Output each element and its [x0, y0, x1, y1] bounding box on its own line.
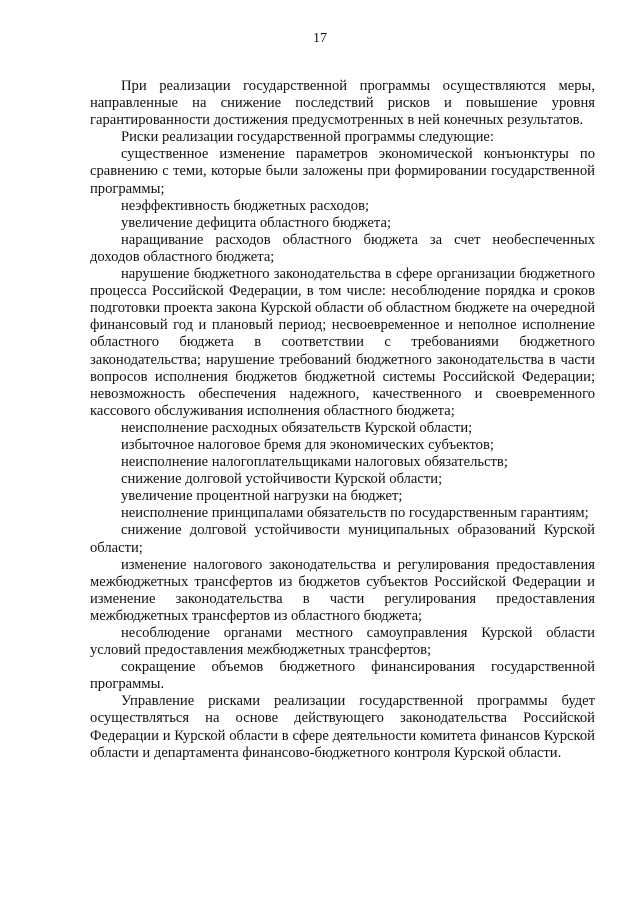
- risk-item: сокращение объемов бюджетного финансирования государственной программы.: [90, 659, 595, 693]
- paragraph-risk-management: Управление рисками реализации государственной программы будет осуществляться на основе действующего законодательства Российской Федерации и Курской области в сфере деятельности комитета финансов Курской области и департамента финансово-бюджетного контроля Курской области.: [90, 693, 595, 761]
- risk-item: несоблюдение органами местного самоуправления Курской области условий предоставления межбюджетных трансфертов;: [90, 625, 595, 659]
- risk-item: изменение налогового законодательства и регулирования предоставления межбюджетных трансфертов из бюджетов субъектов Российской Федерации и изменение законодательства в части регулирования предоставления межбюджетных трансфертов из областного бюджета;: [90, 556, 595, 624]
- risk-item: снижение долговой устойчивости Курской области;: [121, 471, 443, 488]
- risk-item: снижение долговой устойчивости муниципальных образований Курской области;: [90, 522, 595, 556]
- risk-item: увеличение процентной нагрузки на бюджет;: [121, 488, 403, 505]
- risk-item: неисполнение расходных обязательств Курской области;: [121, 419, 473, 436]
- risk-item: нарушение бюджетного законодательства в сфере организации бюджетного процесса Российской Федерации, в том числе: несоблюдение порядка и сроков подготовки проекта закона Курской области об областном бюджете на очередной финансовый год и плановый период; несвоевременное и неполное исполнение областного бюджета в соответствии с требованиями бюджетного законодательства; нарушение требований бюджетного законодательства в части вопросов исполнения бюджетов бюджетной системы Российской Федерации; невозможность обеспечения надежного, качественного и своевременного кассового обслуживания исполнения областного бюджета;: [90, 266, 595, 419]
- paragraph-risks-heading: Риски реализации государственной программы следующие:: [121, 129, 494, 146]
- risk-item: неисполнение принципалами обязательств по государственным гарантиям;: [121, 505, 589, 522]
- risk-item: неэффективность бюджетных расходов;: [121, 197, 370, 214]
- risk-item: наращивание расходов областного бюджета за счет необеспеченных доходов областного бюджета;: [90, 231, 595, 265]
- risk-item: существенное изменение параметров экономической конъюнктуры по сравнению с теми, которые были заложены при формировании государственной программы;: [90, 146, 595, 197]
- page-number: 17: [313, 31, 327, 46]
- risk-item: увеличение дефицита областного бюджета;: [121, 214, 391, 231]
- risk-item: избыточное налоговое бремя для экономических субъектов;: [121, 436, 494, 453]
- paragraph-intro: При реализации государственной программы осуществляются меры, направленные на снижение последствий рисков и повышение уровня гарантированности достижения предусмотренных в ней конечных результатов.: [90, 78, 595, 129]
- risk-item: неисполнение налогоплательщиками налоговых обязательств;: [121, 454, 508, 471]
- document-body: [90, 78, 595, 762]
